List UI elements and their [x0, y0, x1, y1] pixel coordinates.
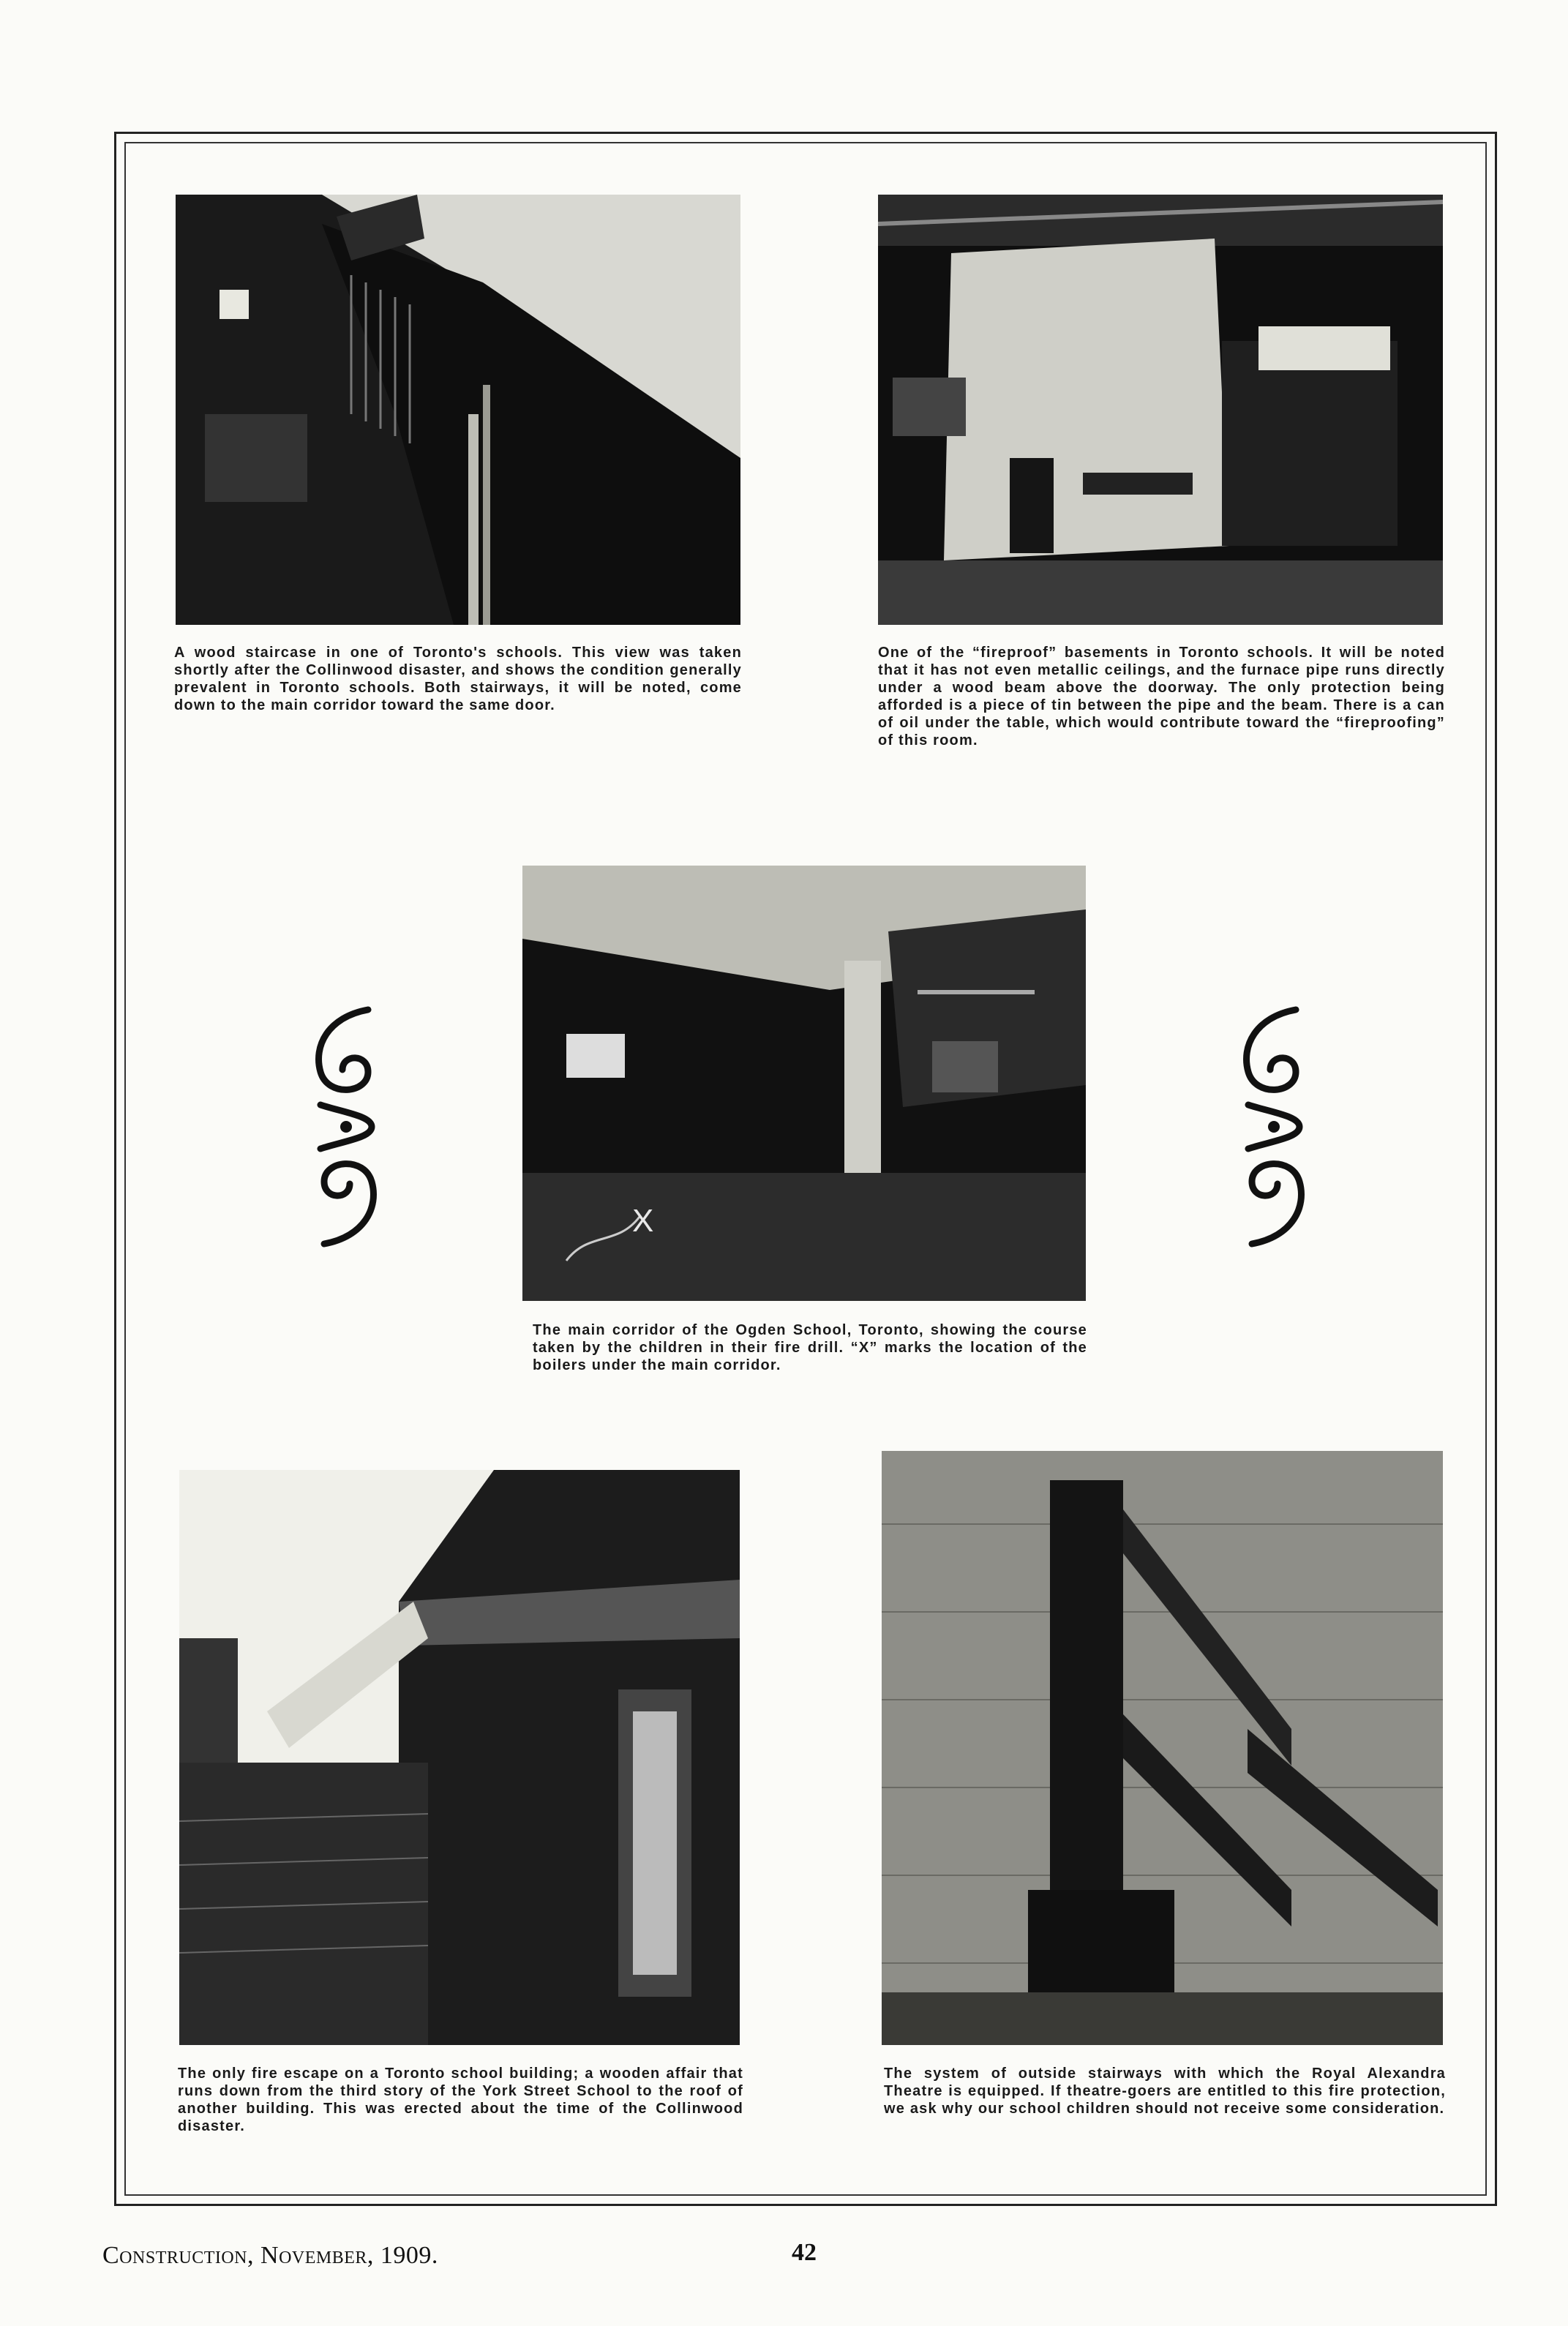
photo-york-street-fire-escape [179, 1470, 740, 2045]
photo-royal-alexandra-stairways [882, 1451, 1443, 2045]
scroll-ornament-icon [299, 1002, 394, 1251]
caption-basement: One of the “fireproof” basements in Toronto schools. It will be noted that it has not even metallic ceilings, and the furnace pipe runs directly under a wood beam above the doorway. The only protection being afforded is a piece of tin between the pipe and the beam. There is a can of oil under the table, which would contribute toward the “fireproofing” of this room. [878, 645, 1445, 749]
page-number: 42 [792, 2239, 817, 2266]
caption-york-street-fire-escape: The only fire escape on a Toronto school building; a wooden affair that runs down from the third story of the York Street School to the roof of another building. This was erected about the time of the Collinwood disaster. [178, 2066, 743, 2134]
photo-wood-staircase [176, 195, 740, 625]
caption-wood-staircase: A wood staircase in one of Toronto's schools. This view was taken shortly after the Collinwood disaster, and shows the condition generally prevalent in Toronto schools. Both stairways, it will be noted, come down to the main corridor toward the same door. [174, 645, 742, 713]
corridor-x-mark: X [632, 1203, 654, 1239]
photo-basement [878, 195, 1443, 625]
caption-ogden-corridor: The main corridor of the Ogden School, Toronto, showing the course taken by the children in their fire drill. “X” marks the location of the boilers under the main corridor. [533, 1322, 1087, 1373]
caption-royal-alexandra: The system of outside stairways with which the Royal Alexandra Theatre is equipped. If theatre-goers are entitled to this fire protection, we ask why our school children should not receive some consideration. [884, 2066, 1446, 2117]
photo-ogden-corridor [522, 866, 1086, 1301]
scroll-ornament-icon [1226, 1002, 1321, 1251]
footer-publication: Construction, November, 1909. [102, 2242, 438, 2269]
